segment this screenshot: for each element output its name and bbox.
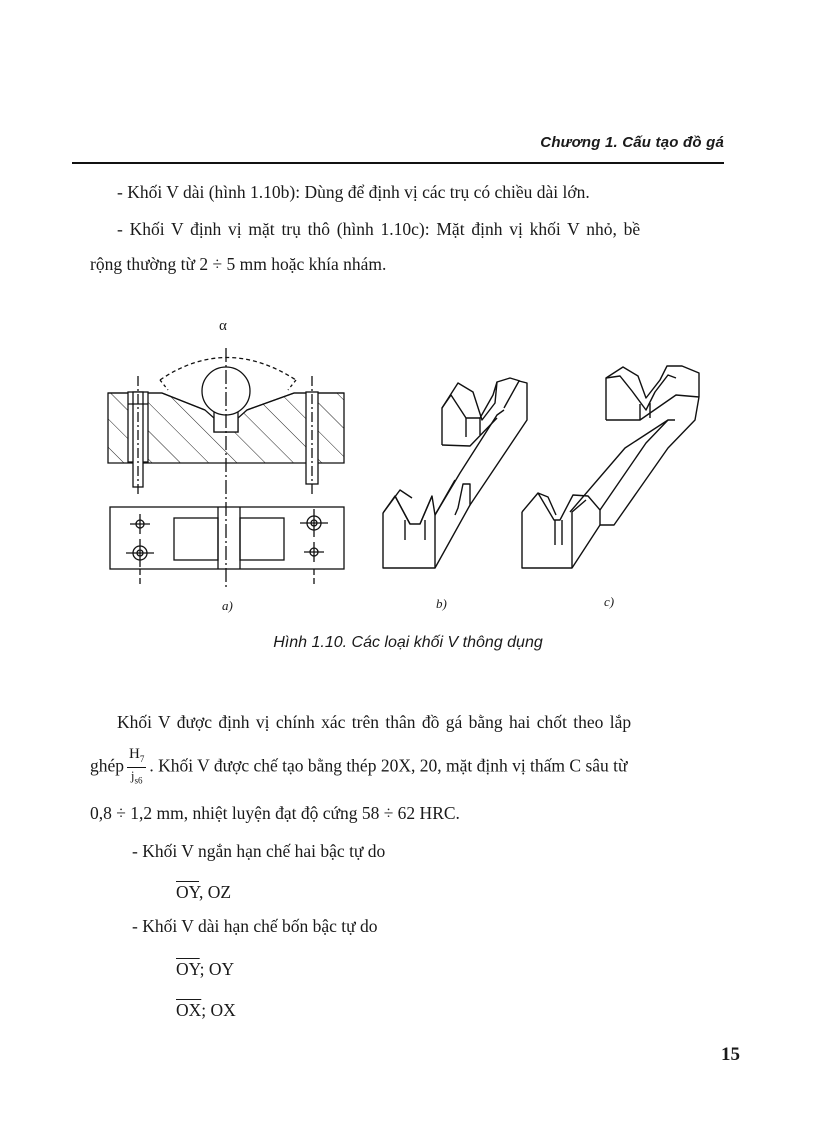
body-line-2-suffix: . Khối V được chế tạo bằng thép 20X, 20, mặt định vị thấm C sâu từ — [149, 755, 628, 776]
fit-fraction-numerator-sub: 7 — [139, 754, 145, 764]
body-line-2-prefix: ghép — [90, 755, 125, 776]
long-v-eq1-rest: ; OY — [199, 959, 235, 979]
short-v-eq-rest: , OZ — [199, 882, 232, 902]
figure-c-rough-v-block — [522, 366, 699, 568]
figure-label-a: a) — [222, 598, 233, 613]
long-v-equation-2 — [176, 1002, 236, 1020]
body-line-1: Khối V được định vị chính xác trên thân đồ gá bằng hai chốt theo lắp — [117, 712, 632, 732]
long-v-eq1-overline: $\overline{OY}$ — [176, 959, 200, 979]
figure-label-b: b) — [436, 596, 447, 611]
long-v-statement: - Khối V dài hạn chế bốn bậc tự do — [132, 916, 378, 936]
fit-fraction — [127, 746, 146, 789]
figure-label-c: c) — [604, 594, 615, 609]
short-v-equation — [176, 884, 231, 902]
chapter-header: Chương 1. Cấu tạo đồ gá — [540, 134, 724, 151]
long-v-eq2-overline: $\overline{OX}$ — [176, 1000, 202, 1020]
paragraph-rough-v-block-line2: rộng thường từ 2 ÷ 5 mm hoặc khía nhám. — [90, 254, 387, 274]
long-v-equation-1 — [176, 961, 234, 979]
page-number: 15 — [721, 1044, 740, 1065]
paragraph-long-v-block: - Khối V dài (hình 1.10b): Dùng để định vị các trụ có chiều dài lớn. — [117, 182, 590, 202]
short-v-eq-overline: $\overline{OY}$ — [176, 882, 200, 902]
fit-fraction-denominator: j — [130, 768, 135, 783]
figure-caption: Hình 1.10. Các loại khối V thông dụng — [273, 634, 543, 651]
angle-alpha-label: α — [219, 318, 227, 334]
figure-a-plan-view — [110, 507, 344, 585]
fit-fraction-denominator-sub: s6 — [134, 775, 143, 786]
body-line-3: 0,8 ÷ 1,2 mm, nhiệt luyện đạt độ cứng 58 ÷ 62 HRC. — [90, 803, 460, 823]
short-v-statement: - Khối V ngắn hạn chế hai bậc tự do — [132, 841, 386, 861]
long-v-eq2-rest: ; OX — [201, 1000, 236, 1020]
paragraph-rough-v-block-line1: - Khối V định vị mặt trụ thô (hình 1.10c): Mặt định vị khối V nhỏ, bề — [117, 219, 641, 239]
figure-b-long-v-block — [383, 378, 527, 568]
fit-fraction-numerator: H — [129, 746, 140, 762]
body-line-2 — [90, 746, 628, 789]
